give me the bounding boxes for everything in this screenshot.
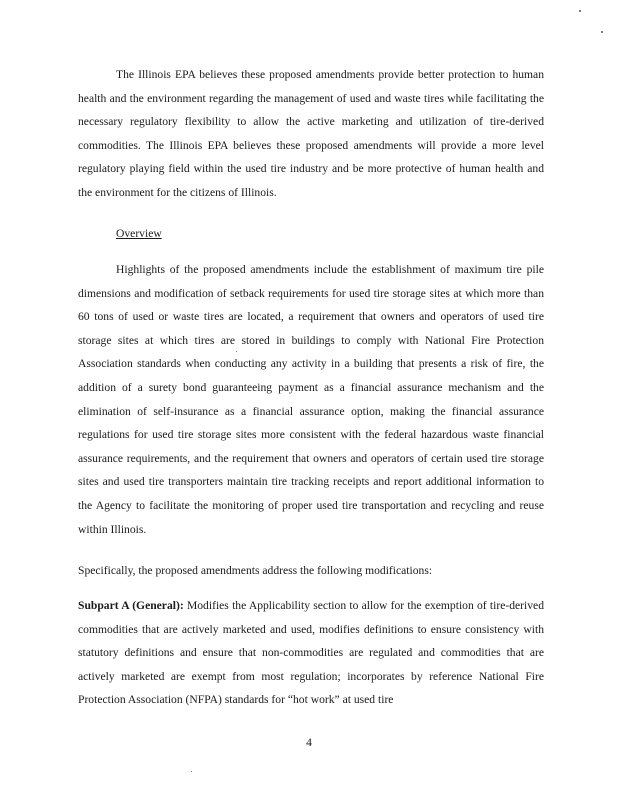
scan-speck [236, 351, 237, 352]
subpart-a-paragraph [78, 594, 544, 712]
specifically-paragraph: Specifically, the proposed amendments address the following modifications: [78, 564, 433, 577]
scan-speck [579, 10, 581, 12]
intro-paragraph: The Illinois EPA believes these proposed amendments provide better protection to human health and the environment regarding the management of used and waste tires while facilitating the necessary regulatory flexibility to allow the active marketing and utilization of tire-derived commodities. The Illinois EPA believes these proposed amendments will provide a more level regulatory playing field within the used tire industry and be more protective of human health and the environment for the citizens of Illinois. [78, 68, 544, 199]
subpart-a-label: Subpart A (General): [78, 599, 184, 612]
page-number: 4 [306, 736, 312, 749]
scan-speck [191, 771, 192, 772]
highlights-paragraph: Highlights of the proposed amendments include the establishment of maximum tire pile dimensions and modification of setback requirements for used tire storage sites at which more than 60 tons of used or waste tires are located, a requirement that owners and operators of used tire storage sites at which tires are stored in buildings to comply with National Fire Protection Association standards when conducting any activity in a building that presents a risk of fire, the addition of a surety bond guaranteeing payment as a financial assurance mechanism and the elimination of self-insurance as a financial assurance option, making the financial assurance regulations for used tire storage sites more consistent with the federal hazardous waste financial assurance requirements, and the requirement that owners and operators of certain used tire storage sites and used tire transporters maintain tire tracking receipts and report additional information to the Agency to facilitate the monitoring of proper used tire transportation and recycling and reuse within Illinois. [78, 263, 544, 536]
overview-heading: Overview [116, 227, 162, 240]
subpart-a-text: Modifies the Applicability section to allow for the exemption of tire-derived commodities that are actively marketed and used, modifies definitions to ensure consistency with statutory definitions and ensure that non-commodities are regulated and commodities that are actively marketed are exempt from most regulation; incorporates by reference National Fire Protection Association (NFPA) standards for “hot work” at used tire [78, 599, 544, 707]
scan-speck [601, 31, 603, 33]
